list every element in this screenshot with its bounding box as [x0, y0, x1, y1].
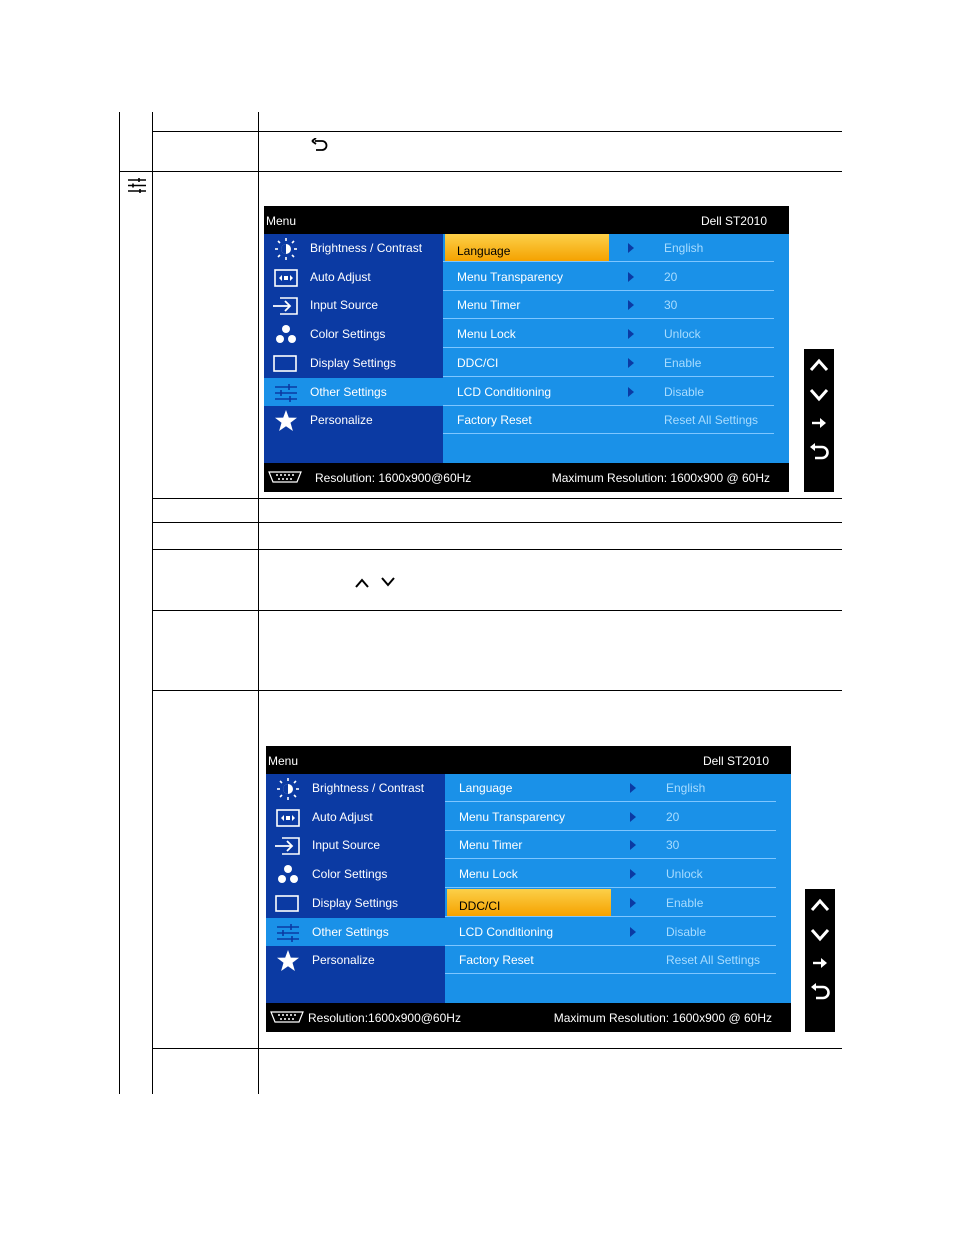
sliders-icon	[272, 382, 300, 404]
table-border-left	[119, 112, 120, 1094]
osd-option-label: LCD Conditioning	[459, 924, 554, 939]
auto-adjust-icon	[274, 807, 302, 829]
table-col-divider-1	[152, 112, 153, 1094]
osd-option-row[interactable]	[445, 774, 776, 802]
osd-option-row[interactable]	[445, 860, 776, 888]
osd-footer	[264, 463, 789, 492]
osd-category-item[interactable]	[266, 774, 445, 802]
osd-option-value: Reset All Settings	[666, 953, 761, 968]
color-dots-icon	[274, 864, 302, 886]
osd-category-item[interactable]	[264, 320, 443, 348]
display-rect-icon	[274, 893, 302, 915]
osd-category-label: Brightness / Contrast	[310, 241, 423, 255]
osd-option-value: Unlock	[666, 867, 703, 882]
osd-resolution: Resolution: 1600x900@60Hz	[315, 471, 472, 485]
input-source-icon	[274, 835, 302, 857]
osd-category-item[interactable]	[264, 263, 443, 291]
osd-option-row[interactable]	[445, 889, 776, 917]
osd-category-item[interactable]	[266, 803, 445, 831]
osd-option-label: DDC/CI	[459, 898, 501, 913]
osd-category-item[interactable]	[266, 831, 445, 859]
submenu-arrow-icon	[630, 783, 636, 793]
osd-category-list	[266, 774, 445, 1003]
osd-option-row[interactable]	[443, 291, 774, 319]
submenu-arrow-icon	[628, 272, 634, 282]
osd-model: Dell ST2010	[700, 214, 767, 228]
auto-adjust-icon	[272, 267, 300, 289]
osd-category-item[interactable]	[266, 860, 445, 888]
osd-category-label: Input Source	[310, 298, 379, 313]
up-icon	[355, 578, 369, 588]
osd-category-label: Display Settings	[312, 895, 399, 910]
osd-option-label: DDC/CI	[457, 355, 499, 370]
osd-header	[266, 746, 791, 774]
back-icon	[808, 980, 832, 1004]
up-icon	[807, 353, 831, 377]
star-icon	[274, 950, 302, 972]
osd-category-list	[264, 234, 443, 463]
osd-option-label: Menu Lock	[459, 867, 518, 882]
back-icon	[311, 138, 329, 152]
osd-option-label: Menu Timer	[457, 298, 521, 313]
enter-arrow-icon	[808, 951, 832, 975]
osd-category-item[interactable]	[264, 406, 443, 434]
down-icon	[381, 577, 395, 587]
osd-model: Dell ST2010	[702, 754, 769, 768]
osd-option-value: Disable	[666, 924, 707, 939]
table-col-divider-2	[258, 112, 259, 1094]
osd-category-item[interactable]	[264, 378, 443, 406]
vga-connector-icon	[269, 1010, 305, 1024]
color-dots-icon	[272, 324, 300, 346]
osd-option-label: Factory Reset	[459, 953, 534, 968]
osd-option-label: Menu Lock	[457, 327, 516, 342]
osd-option-value: Disable	[664, 384, 705, 399]
osd-category-label: Auto Adjust	[310, 269, 371, 284]
osd-option-label: Menu Transparency	[459, 809, 566, 824]
osd-max-resolution: Maximum Resolution: 1600x900 @ 60Hz	[553, 1011, 772, 1025]
row-divider	[152, 522, 842, 523]
input-source-icon	[272, 295, 300, 317]
osd-category-item[interactable]	[266, 918, 445, 946]
up-icon	[808, 893, 832, 917]
osd-header	[264, 206, 789, 234]
back-icon	[807, 440, 831, 464]
submenu-arrow-icon	[628, 243, 634, 253]
submenu-arrow-icon	[628, 387, 634, 397]
down-icon	[808, 922, 832, 946]
row-divider	[152, 610, 842, 611]
submenu-arrow-icon	[628, 329, 634, 339]
osd-title: Menu	[266, 214, 297, 228]
osd-keys	[804, 349, 834, 492]
osd-option-label: LCD Conditioning	[457, 384, 552, 399]
submenu-arrow-icon	[630, 812, 636, 822]
osd-category-label: Display Settings	[310, 355, 397, 370]
osd-category-label: Other Settings	[310, 384, 387, 399]
row-divider	[152, 498, 842, 499]
osd-option-label: Menu Timer	[459, 838, 523, 853]
row-divider	[152, 690, 842, 691]
submenu-arrow-icon	[630, 927, 636, 937]
osd-option-value: 30	[666, 838, 680, 853]
osd-category-label: Input Source	[312, 838, 381, 853]
sliders-icon	[128, 178, 146, 193]
osd-option-value: Enable	[666, 895, 704, 910]
osd-option-value: Unlock	[664, 327, 701, 342]
osd-option-value: 30	[664, 298, 678, 313]
star-icon	[272, 410, 300, 432]
osd-option-label: Factory Reset	[457, 413, 532, 428]
osd-option-label: Menu Transparency	[457, 269, 564, 284]
down-icon	[807, 382, 831, 406]
osd-option-row[interactable]	[443, 349, 774, 377]
osd-resolution: Resolution:1600x900@60Hz	[308, 1011, 461, 1025]
osd-option-value: English	[664, 241, 704, 255]
osd-category-item[interactable]	[266, 889, 445, 917]
osd-menu	[266, 746, 791, 1032]
osd-title: Menu	[268, 754, 299, 768]
row-divider	[152, 131, 842, 132]
submenu-arrow-icon	[630, 840, 636, 850]
osd-category-label: Personalize	[310, 413, 373, 428]
osd-option-row[interactable]	[443, 378, 774, 406]
osd-option-row[interactable]	[445, 803, 776, 831]
row-divider	[119, 171, 842, 172]
osd-category-item[interactable]	[264, 234, 443, 262]
osd-category-item[interactable]	[266, 946, 445, 974]
sun-icon	[272, 238, 300, 260]
row-divider	[152, 549, 842, 550]
submenu-arrow-icon	[628, 300, 634, 310]
osd-option-row[interactable]	[445, 831, 776, 859]
osd-category-label: Personalize	[312, 953, 375, 968]
sliders-icon	[274, 922, 302, 944]
submenu-arrow-icon	[630, 869, 636, 879]
submenu-arrow-icon	[628, 358, 634, 368]
osd-category-label: Color Settings	[310, 327, 386, 342]
osd-option-row[interactable]	[443, 320, 774, 348]
osd-category-label: Other Settings	[312, 924, 389, 939]
osd-option-label: Language	[457, 244, 511, 258]
enter-arrow-icon	[807, 411, 831, 435]
osd-option-row[interactable]	[443, 406, 774, 434]
osd-option-value: English	[666, 781, 706, 795]
row-divider	[152, 1048, 842, 1049]
osd-option-label: Language	[459, 781, 513, 795]
osd-category-item[interactable]	[264, 349, 443, 377]
osd-option-list	[445, 774, 776, 1003]
osd-option-row[interactable]	[445, 946, 776, 974]
osd-option-value: Reset All Settings	[664, 413, 759, 428]
osd-max-resolution: Maximum Resolution: 1600x900 @ 60Hz	[551, 471, 770, 485]
osd-category-label: Color Settings	[312, 867, 388, 882]
osd-category-item[interactable]	[264, 291, 443, 319]
osd-option-value: 20	[664, 269, 678, 284]
osd-footer	[266, 1003, 791, 1032]
osd-menu	[264, 206, 789, 492]
display-rect-icon	[272, 353, 300, 375]
osd-category-label: Auto Adjust	[312, 809, 373, 824]
osd-option-list	[443, 234, 774, 463]
osd-option-row[interactable]	[443, 234, 774, 262]
osd-category-label: Brightness / Contrast	[312, 781, 425, 795]
osd-option-value: Enable	[664, 355, 702, 370]
osd-option-row[interactable]	[445, 918, 776, 946]
osd-option-row[interactable]	[443, 263, 774, 291]
sun-icon	[274, 778, 302, 800]
vga-connector-icon	[267, 470, 303, 484]
submenu-arrow-icon	[630, 898, 636, 908]
osd-keys	[805, 889, 835, 1032]
osd-option-value: 20	[666, 809, 680, 824]
